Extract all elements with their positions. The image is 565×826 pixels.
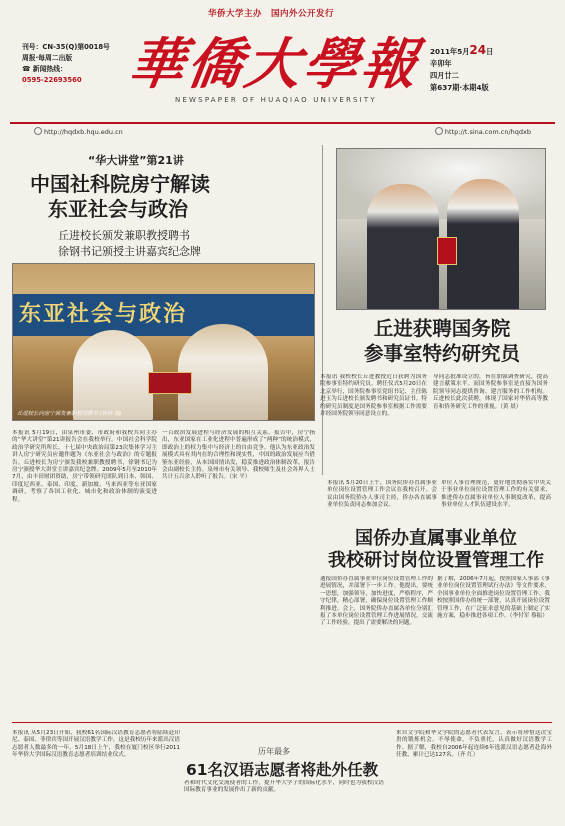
issue-day: 24	[469, 43, 487, 57]
issue-date-info	[430, 44, 493, 94]
story3-headline: 国侨办直属事业单位 我校研讨岗位设置管理工作	[328, 528, 544, 571]
slogan: 华侨大学主办 国内外公开发行	[208, 9, 335, 19]
right-body-col1: 本报讯 我校校长丘进教授近日获聘为国务院参事室特约研究员。聘任仪式5月20日在北京举行，国务院参事室党组书记、主任陈进玉为丘进校长颁发聘书和研究员证书。特约研究员制度是国务院参事室根据工作需要并经国务院领导同意设立的。	[320, 374, 427, 418]
right-photo	[336, 148, 546, 310]
lead-kicker: “华大讲堂”第21讲	[88, 154, 184, 167]
story3-intro-col2: 单位人事管理规范，更好地贯彻落实中央关于事业单位岗位设置管理工作的有关要求，推进侨办直属事业单位人事制度改革，提高事业单位人才队伍建设水平。	[441, 480, 551, 509]
story3-intro-col1: 本报讯 5月20日上午，国务院侨办直属事业单位岗位设置管理工作会议在我校召开。会议由国务院侨办人事司主持，侨办各直属事业单位负责同志参加会议。	[327, 480, 437, 509]
right-body-col2: 导同志批准设立的，旨在加强调查研究，提高建言献策水平。而国务院参事室是直接为国务院领导同志提供咨询、建言服务的工作机构。丘进校长此次获聘，体现了国家对华侨高等教育和侨务研究工作的重视。（黄 晨）	[433, 374, 548, 410]
lead-photo	[12, 263, 315, 421]
bottom-body-col3: 来自文学院和华文学院的志愿者代表发言，表示将珍惜这次宝贵的锻炼机会，不辱使命，不负重托，认真做好汉语教学工作。据了解，我校自2006年起连续6年选派汉语志愿者赴海外任教，累计已达127名。（齐 红）	[396, 730, 552, 759]
photo-banner: 东亚社会与政治	[13, 294, 315, 336]
lead-headline: 中国社科院房宁解读 东亚社会与政治	[30, 172, 210, 221]
website-link[interactable]: http://hqdxb.hqu.edu.cn	[34, 127, 123, 136]
bottom-kicker: 历年最多	[258, 747, 290, 756]
weibo-icon	[435, 127, 443, 135]
story3-body-col1: 通报国侨办直属事业单位岗位设置管理工作的进展情况，并部署下一步工作。他提出，要统一思想，加强领导，加快进度，严格程序，严守纪律，精心部署，确保岗位设置管理工作顺利推进。会上，国务院侨办直属各单位分别汇报了本单位岗位设置管理工作进展情况，交流了工作经验，提出了需要解决的问题。	[320, 576, 433, 627]
issue-number: 第637期·本期4版	[430, 83, 489, 92]
globe-icon	[34, 127, 42, 135]
masthead	[0, 0, 565, 120]
url-bar	[10, 122, 555, 136]
lead-subheadline: 丘进校长颁发兼职教授聘书 徐钢书记颁授主讲嘉宾纪念牌	[58, 229, 201, 258]
plaque	[148, 372, 192, 394]
lunar-year: 辛卯年	[430, 59, 452, 68]
bottom-divider	[12, 722, 552, 723]
frequency: 周报·每周二出版	[22, 54, 73, 62]
lead-body-col2: 一百政治发展进程与经济发展的相互关系。报告中，房宁指出，东亚国家在工业化进程中普遍形成了“两种”的统治模式，即政治上的权力集中与经济上的自由竞争。他认为东亚政治发展模式具有其内在的合理性和现实性，中国的政治发展应当借鉴东亚经验，从本国国情出发，稳妥推进政治体制改革。报告会由副校长主持。泉州市有关领导、我校师生及社会各界人士共计五百余人聆听了报告。（宋 平）	[162, 430, 315, 481]
phone-icon: ☎	[22, 65, 31, 73]
certificate	[437, 237, 457, 265]
lead-body-col1: 本报讯 5月19日，由泉州市委、市政府和我校共同主办的“华大讲堂”第21讲报告会在我校举行。中国社会科学院政治学研究所所长、十七届中央政治局第23次集体学习主讲人房宁研究员应邀作题为《东亚社会与政治》的专题报告。丘进校长为房宁颁发我校兼职教授聘书，徐钢书记为房宁颁授华大讲堂主讲嘉宾纪念牌。2009年5月至2010年7月，由丰田财团资助，房宁带领研究团队到日本、韩国、印度尼西亚、泰国、印度、新加坡、马来西亚等东亚国家调研，考察了各国工业化、城市化和政治体制的演变进程。	[12, 430, 157, 503]
lunar-date: 四月廿二	[430, 71, 459, 80]
bottom-headline: 61名汉语志愿者将赴外任教	[186, 761, 379, 779]
newspaper-title-en: NEWSPAPER OF HUAQIAO UNIVERSITY	[175, 96, 377, 104]
publication-info	[22, 42, 110, 86]
hotline-row	[22, 64, 110, 75]
hotline-label: 新闻热线：	[32, 65, 67, 73]
right-headline: 丘进获聘国务院 参事室特约研究员	[363, 317, 520, 365]
newspaper-title: 華僑大學報	[124, 31, 425, 96]
issn: 刊号：CN-35(Q)第0018号	[22, 43, 110, 51]
story3-body-col2: 据了解，2006年7月起，按照国家人事部《事业单位岗位设置管理试行办法》等文件要求，全国事业单位全面推进岗位设置管理工作。我校按照国侨办的统一部署，认真开展岗位设置管理工作，在广泛征求意见的基础上制定了实施方案，稳步推进各项工作。（李付军 蔡振）	[437, 576, 550, 620]
issue-date: 2011年5月24日	[430, 43, 494, 57]
weibo-link[interactable]: http://t.sina.com.cn/hqdxb	[435, 127, 531, 136]
hotline-number: 0595-22693560	[22, 76, 82, 84]
bottom-body-col2: 者和时代文化交流使者的工作，提升华大学子的国际化水平，同时也为我校汉语国际教育事业的发展作出了新的贡献。	[184, 780, 384, 794]
bottom-body-col1: 本报讯 从5月23日开始，我校61名国际汉语教育志愿者将陆续赴印尼、泰国、菲律宾等国开展汉语教学工作。这是我校历年来派出汉语志愿者人数最多的一年。5月18日上午，我校在厦门校区举行2011年华侨大学国际汉语教育志愿者培训结业仪式。	[12, 730, 180, 759]
person-right	[447, 179, 519, 310]
photo-caption: 丘进校长向房宁颁发兼职教授聘书 (林钟 摄)	[17, 411, 122, 417]
person-left	[367, 184, 439, 310]
person-left	[73, 330, 153, 421]
